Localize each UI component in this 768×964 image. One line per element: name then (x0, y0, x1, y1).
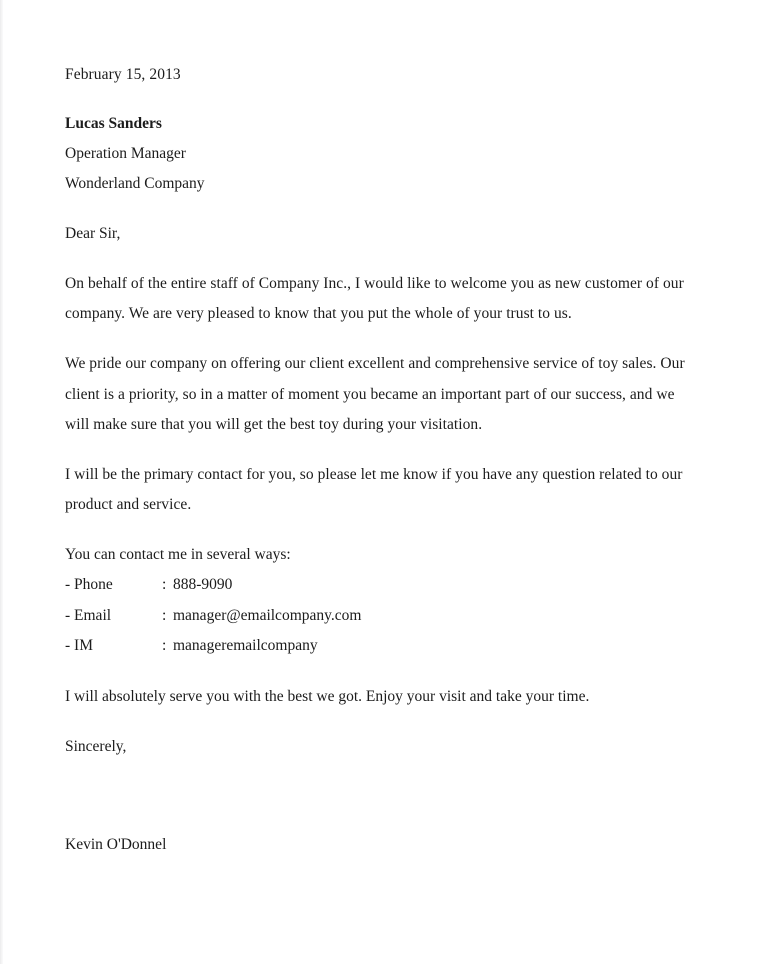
recipient-company: Wonderland Company (65, 175, 205, 192)
contact-value-email: manager@emailcompany.com (173, 606, 362, 624)
letter-body (65, 60, 702, 860)
signoff: Sincerely, (65, 737, 127, 755)
signature-name: Kevin O'Donnel (65, 835, 167, 853)
contact-value-im: manageremailcompany (173, 637, 318, 655)
salutation: Dear Sir, (65, 225, 121, 242)
contact-label-email: - Email (65, 606, 112, 624)
contact-row-email (65, 601, 702, 632)
contact-separator-phone: : (162, 576, 167, 594)
contact-separator-email: : (162, 606, 167, 624)
letter-date: February 15, 2013 (65, 66, 181, 83)
contact-separator-im: : (162, 637, 167, 655)
contact-list (65, 570, 702, 662)
contact-value-phone: 888-9090 (173, 576, 233, 594)
body-paragraph-1: On behalf of the entire staff of Company Inc., I would like to welcome you as new customer of our company. We are very pleased to know that you put the whole of your trust to us. (65, 275, 684, 323)
signature-space (65, 762, 702, 830)
contact-row-im (65, 631, 702, 662)
contact-intro: You can contact me in several ways: (65, 546, 291, 564)
recipient-block (65, 109, 702, 199)
body-paragraph-2: We pride our company on offering our client excellent and comprehensive service of toy sales. Our client is a priority, so in a matter of moment you became an important part of our success, and we will make sure that you will get the best toy during your visitation. (65, 355, 685, 433)
contact-label-phone: - Phone (65, 576, 113, 594)
closing-paragraph: I will absolutely serve you with the best we got. Enjoy your visit and take your time. (65, 687, 590, 705)
contact-row-phone (65, 570, 702, 601)
recipient-title: Operation Manager (65, 145, 186, 162)
recipient-name: Lucas Sanders (65, 115, 162, 132)
body-paragraph-3: I will be the primary contact for you, so please let me know if you have any question related to our product and service. (65, 466, 683, 514)
contact-label-im: - IM (65, 637, 93, 655)
page-edge-shadow (0, 0, 3, 964)
